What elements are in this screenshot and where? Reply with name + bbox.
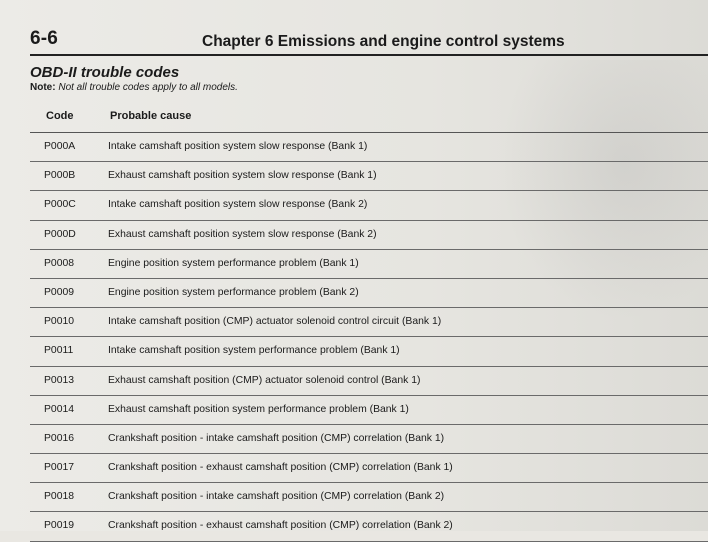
page-number: 6-6 (30, 28, 59, 49)
cause-cell: Intake camshaft position (CMP) actuator solenoid control circuit (Bank 1) (108, 316, 442, 328)
code-cell: P0008 (44, 257, 75, 269)
table-row (30, 221, 708, 250)
section-title: OBD-II trouble codes (30, 64, 180, 81)
code-cell: P000A (44, 141, 76, 152)
code-cell: P0011 (44, 345, 74, 357)
code-cell: P000B (44, 170, 76, 182)
table-row (30, 133, 708, 162)
cause-cell: Engine position system performance problem (Bank 1) (108, 257, 359, 269)
table-row (30, 250, 708, 279)
cause-cell: Exhaust camshaft position system slow response (Bank 2) (108, 228, 377, 240)
table-row (30, 191, 708, 220)
table-row (30, 162, 708, 191)
page-header (30, 26, 708, 56)
note (30, 82, 238, 93)
column-header-cause: Probable cause (110, 110, 192, 122)
cause-cell: Intake camshaft position system slow response (Bank 2) (108, 199, 368, 211)
code-cell: P0019 (44, 520, 75, 532)
code-cell: P0010 (44, 316, 75, 328)
table-row (30, 425, 708, 454)
cause-cell: Engine position system performance problem (Bank 2) (108, 286, 359, 298)
cause-cell: Crankshaft position - exhaust camshaft position (CMP) correlation (Bank 2) (108, 520, 453, 532)
cause-cell: Crankshaft position - intake camshaft position (CMP) correlation (Bank 2) (108, 491, 445, 503)
table-row (30, 367, 708, 396)
code-cell: P000C (44, 199, 76, 211)
cause-cell: Intake camshaft position system performance problem (Bank 1) (108, 345, 400, 357)
table-row (30, 454, 708, 483)
table-row (30, 512, 708, 541)
code-cell: P0009 (44, 286, 75, 298)
code-cell: P0016 (44, 432, 75, 444)
code-cell: P0017 (44, 462, 75, 474)
note-text: Not all trouble codes apply to all models. (58, 82, 238, 93)
cause-cell: Exhaust camshaft position system performance problem (Bank 1) (108, 403, 409, 415)
trouble-code-table (30, 104, 708, 542)
cause-cell: Exhaust camshaft position (CMP) actuator solenoid control (Bank 1) (108, 374, 421, 386)
cause-cell: Crankshaft position - intake camshaft position (CMP) correlation (Bank 1) (108, 432, 445, 444)
cause-cell: Crankshaft position - exhaust camshaft position (CMP) correlation (Bank 1) (108, 462, 453, 474)
code-cell: P0014 (44, 403, 75, 415)
note-label: Note: (30, 82, 56, 93)
table-row (30, 279, 708, 308)
code-cell: P000D (44, 228, 76, 240)
column-header-code: Code (46, 110, 74, 122)
chapter-title: Chapter 6 Emissions and engine control systems (202, 33, 565, 50)
table-row (30, 308, 708, 337)
table-row (30, 396, 708, 425)
cause-cell: Exhaust camshaft position system slow response (Bank 1) (108, 170, 377, 182)
code-cell: P0018 (44, 491, 75, 503)
cause-cell: Intake camshaft position system slow response (Bank 1) (108, 141, 368, 152)
table-body (30, 133, 708, 542)
table-row (30, 337, 708, 366)
table-row (30, 483, 708, 512)
table-header (30, 104, 708, 133)
code-cell: P0013 (44, 374, 75, 386)
